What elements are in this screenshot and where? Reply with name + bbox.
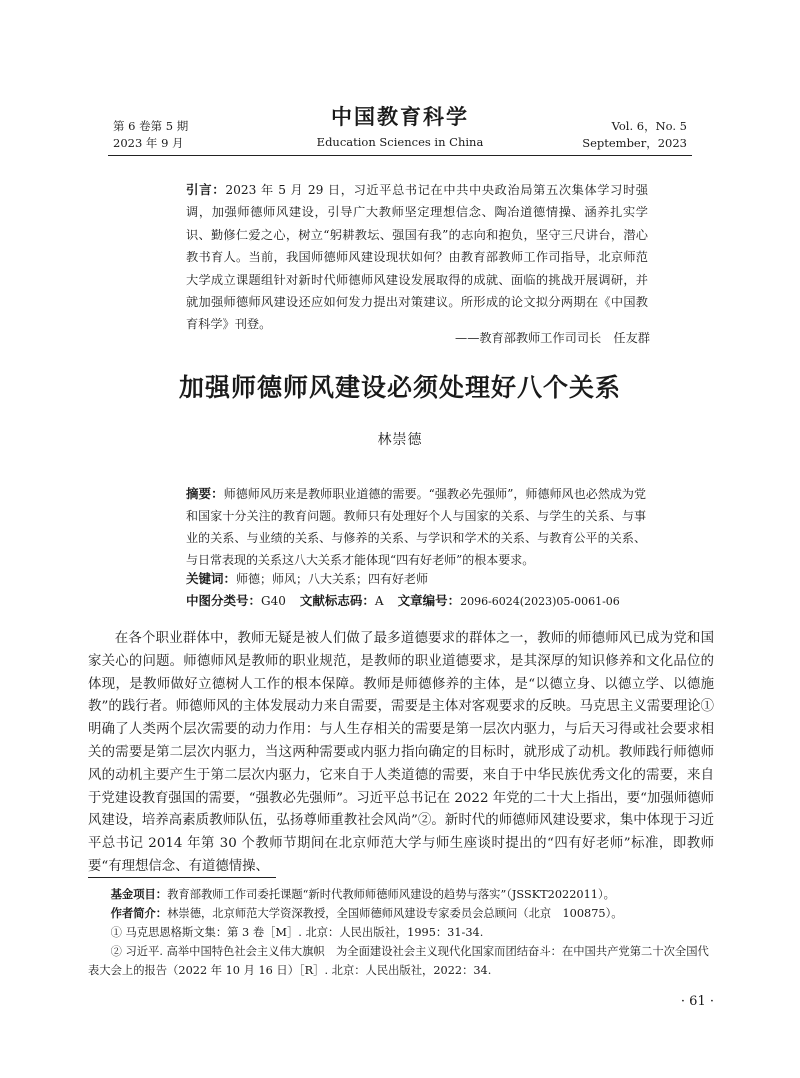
keywords-label: 关键词： <box>186 571 237 586</box>
intro-text: 2023 年 5 月 29 日，习近平总书记在中共中央政治局第五次集体学习时强调，加强师德师风建设，引导广大教师坚定理想信念、陶冶道德情操、涵养扎实学识、勤修仁爱之心，树立“躬耕教坛、强国有我”的志向和抱负，坚守三尺讲台，潜心教书育人。当前，我国师德师风建设现状如何？由教育部教师工作司指导，北京师范大学成立课题组针对新时代师德师风建设发展取得的成就、面临的挑战开展调研，并就加强师德师风建设还应如何发力提出对策建议。所形成的论文拟分两期在《中国教育科学》刊登。 <box>186 183 648 332</box>
journal-name-cn: 中国教育科学 <box>331 104 469 129</box>
body-paragraph: 在各个职业群体中，教师无疑是被人们做了最多道德要求的群体之一，教师的师德师风已成为党和国家关心的问题。师德师风是教师的职业规范，是教师的职业道德要求，是其深厚的知识修养和文化品位的体现，是教师做好立德树人工作的根本保障。教师是师德修养的主体，是“以德立身、以德立学、以德施教”的践行者。师德师风的主体发展动力来自需要，需要是主体对客观要求的反映。马克思主义需要理论①明确了人类两个层次需要的动力作用：与人生存相关的需要是第一层次内驱力，与后天习得或社会要求相关的需要是第二层次内驱力，当这两种需要或内驱力指向确定的目标时，就形成了动机。教师践行师德师风的动机主要产生于第二层次内驱力，它来自于人类道德的需要，来自于中华民族优秀文化的需要，来自于党建设教育强国的需要，“强教必先强师”。习近平总书记在 2022 年党的二十大上指出，要“加强师德师风建设，培养高素质教师队伍，弘扬尊师重教社会风尚”②。新时代的师德师风建设要求，集中体现于习近平总书记 2014 年第 30 个教师节期间在北京师范大学与师生座谈时提出的“四有好老师”标准，即教师要“有理想信念、有道德情操、 <box>88 631 714 874</box>
journal-name-en: Education Sciences in China <box>316 135 484 149</box>
date-cn: 2023 年 9 月 <box>113 136 184 150</box>
header-center <box>280 104 520 151</box>
reference-2: ② 习近平. 高举中国特色社会主义伟大旗帜 为全面建设社会主义现代化国家而团结奋斗：在中国共产党第二十次全国代表大会上的报告（2022 年 10 月 16 日）［R］. 北京：人民出版社，2022：34. <box>88 945 709 977</box>
fund-label: 基金项目： <box>110 888 168 901</box>
fund-note <box>88 885 714 904</box>
date-en: September，2023 <box>582 136 687 150</box>
footnote-rule <box>88 877 276 878</box>
author-bio-label: 作者简介： <box>110 907 168 920</box>
author-bio-text: 林崇德，北京师范大学资深教授，全国师德师风建设专家委员会总顾问（北京 100875）。 <box>167 907 623 920</box>
header-rule <box>108 155 692 156</box>
header-left <box>113 118 188 152</box>
issue-en: Vol. 6，No. 5 <box>611 119 687 133</box>
intro-label: 引言： <box>186 182 226 197</box>
page-number: · 61 · <box>680 994 714 1009</box>
issue-cn: 第 6 卷第 5 期 <box>113 119 189 133</box>
clc-label: 中图分类号： <box>186 593 262 608</box>
header-right <box>582 118 687 152</box>
classification-line <box>186 591 656 612</box>
footnotes <box>88 885 714 980</box>
doc-code-value: A <box>374 594 384 608</box>
fund-text: 教育部教师工作司委托课题“新时代教师师德师风建设的趋势与落实”（JSSKT2022011）。 <box>167 888 615 901</box>
keywords <box>186 569 656 589</box>
body-text <box>88 628 714 879</box>
keywords-text: 师德；师风；八大关系；四有好老师 <box>236 572 429 586</box>
doc-code-label: 文献标志码： <box>299 593 375 608</box>
article-title: 加强师德师风建设必须处理好八个关系 <box>178 373 621 402</box>
article-number-label: 文章编号： <box>397 593 461 608</box>
intro-signature: ——教育部教师工作司司长 任友群 <box>455 331 650 345</box>
article-author: 林崇德 <box>377 432 423 448</box>
abstract-text: 师德师风历来是教师职业道德的需要。“强教必先强师”，师德师风也必然成为党和国家十分关注的教育问题。教师只有处理好个人与国家的关系、与学生的关系、与事业的关系、与业绩的关系、与修养的关系、与学识和学术的关系、与教育公平的关系、与日常表现的关系这八大关系才能体现“四有好老师”的根本要求。 <box>186 487 646 567</box>
abstract-label: 摘要： <box>186 486 224 501</box>
abstract <box>186 483 646 571</box>
author-note <box>88 904 714 923</box>
reference-1: ① 马克思恩格斯文集：第 3 卷［M］. 北京：人民出版社，1995：31-34. <box>110 926 484 939</box>
article-number-value: 2096-6024(2023)05-0061-06 <box>460 595 620 608</box>
clc-value: G40 <box>261 594 286 608</box>
editor-introduction <box>186 179 648 336</box>
